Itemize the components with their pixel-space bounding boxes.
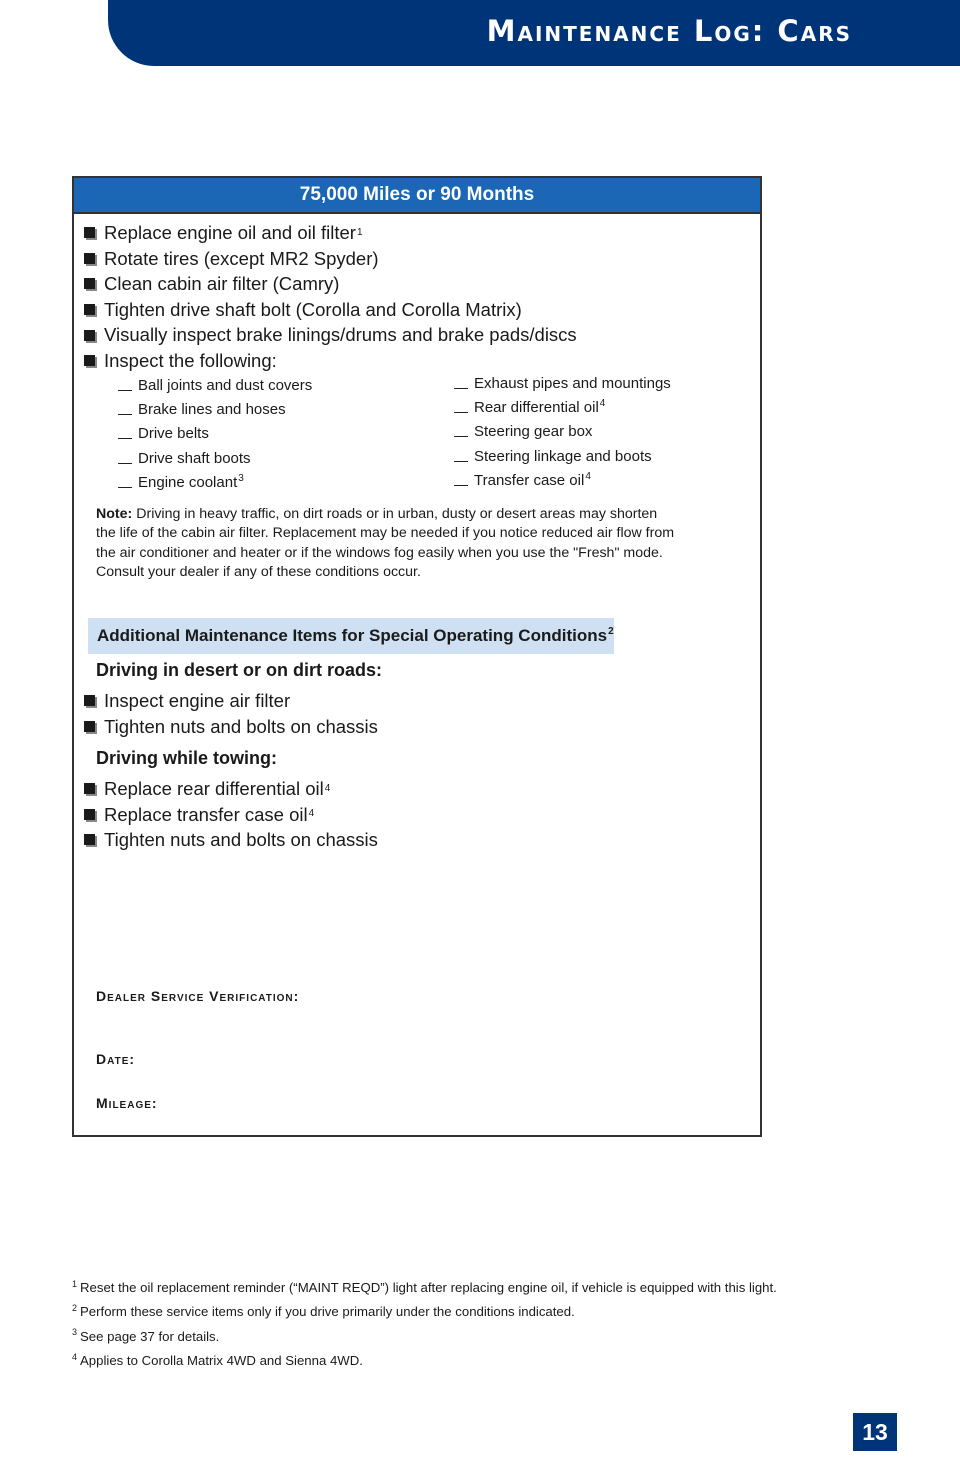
blank-line[interactable] xyxy=(118,438,132,439)
item-text: Inspect the following: xyxy=(104,349,277,371)
checkbox-icon[interactable] xyxy=(84,721,95,732)
box-title: 75,000 Miles or 90 Months xyxy=(74,178,760,214)
towing-checklist xyxy=(84,776,378,853)
footnote-text: Reset the oil replacement reminder (“MAINT REQD”) light after replacing engine oil, if vehicle is equipped with this light. xyxy=(80,1280,777,1295)
footnote-ref: 4 xyxy=(585,470,591,482)
checklist-item[interactable]: Replace rear differential oil 4 xyxy=(84,776,378,802)
item-text: Replace engine oil and oil filter xyxy=(104,222,356,243)
towing-heading: Driving while towing: xyxy=(96,748,277,768)
item-text: Clean cabin air filter (Camry) xyxy=(104,273,340,295)
blank-line[interactable] xyxy=(118,463,132,464)
inspect-list-right xyxy=(454,372,671,493)
footnote-number: 4 xyxy=(72,1351,78,1362)
footnote xyxy=(72,1300,892,1324)
checkbox-icon[interactable] xyxy=(84,834,95,845)
inspect-text: Steering linkage and boots xyxy=(474,447,652,465)
checklist-item[interactable] xyxy=(84,271,577,297)
item-text: Tighten drive shaft bolt (Corolla and Corolla Matrix) xyxy=(104,298,522,320)
blank-line[interactable] xyxy=(454,436,468,437)
footnote-number: 1 xyxy=(72,1278,78,1289)
checkbox-icon[interactable] xyxy=(84,695,95,706)
checklist-item[interactable]: Replace engine oil and oil filter 1 xyxy=(84,220,577,246)
inspect-item xyxy=(454,372,671,396)
special-title: Additional Maintenance Items for Special Operating Conditions xyxy=(97,626,608,645)
footnote xyxy=(72,1325,892,1349)
footnote-ref: 3 xyxy=(238,472,244,484)
checkbox-icon[interactable] xyxy=(84,783,95,794)
cabin-filter-note xyxy=(96,505,676,583)
page-number: 13 xyxy=(853,1413,897,1451)
item-text: Inspect engine air filter xyxy=(104,690,291,711)
footnote-text: Perform these service items only if you drive primarily under the conditions indicated. xyxy=(80,1304,575,1320)
inspect-item xyxy=(118,422,312,446)
footnote-number: 2 xyxy=(72,1302,78,1313)
maintenance-box xyxy=(72,176,762,1137)
blank-line[interactable] xyxy=(118,487,132,488)
checklist-item[interactable]: Replace transfer case oil 4 xyxy=(84,802,378,828)
inspect-text: Rear differential oil xyxy=(474,399,599,417)
blank-line[interactable] xyxy=(454,388,468,389)
checklist-item[interactable] xyxy=(84,827,378,853)
checklist-item[interactable] xyxy=(84,714,378,740)
special-conditions-heading xyxy=(88,618,614,654)
item-text: Visually inspect brake linings/drums and brake pads/discs xyxy=(104,324,577,346)
inspect-text: Brake lines and hoses xyxy=(138,401,286,419)
inspect-item xyxy=(118,374,312,398)
inspect-text: Transfer case oil xyxy=(474,471,585,489)
date-label: Date: xyxy=(96,1051,136,1067)
blank-line[interactable] xyxy=(118,390,132,391)
footnote-number: 3 xyxy=(72,1327,78,1338)
blank-line[interactable] xyxy=(454,461,468,462)
inspect-text: Ball joints and dust covers xyxy=(138,377,313,394)
dealer-verification-label: Dealer Service Verification: xyxy=(96,988,300,1004)
checklist-item[interactable] xyxy=(84,348,577,374)
item-text: Tighten nuts and bolts on chassis xyxy=(104,829,378,851)
mileage-label: Mileage: xyxy=(96,1095,158,1111)
inspect-text: Drive belts xyxy=(138,425,209,443)
item-text: Replace rear differential oil xyxy=(104,778,324,799)
footnote-ref: 2 xyxy=(608,626,614,638)
note-text: Driving in heavy traffic, on dirt roads or in urban, dusty or desert areas may shorten the life of the cabin air filter. Replacement may be needed if you notice reduced air flow from the air conditioner and heater or if the windows fog easily when you use the "Fresh" mode. Consult your dealer if any of these conditions occur. xyxy=(96,506,675,581)
checkbox-icon[interactable] xyxy=(84,227,95,238)
note-label: Note: xyxy=(96,506,133,522)
inspect-item xyxy=(454,445,671,469)
inspect-item xyxy=(454,469,671,493)
inspect-item xyxy=(454,420,671,444)
blank-line[interactable] xyxy=(118,414,132,415)
inspect-item xyxy=(118,398,312,422)
checkbox-icon[interactable] xyxy=(84,355,95,366)
footnote xyxy=(72,1276,892,1300)
checkbox-icon[interactable] xyxy=(84,278,95,289)
item-text: Rotate tires (except MR2 Spyder) xyxy=(104,247,379,269)
inspect-text: Drive shaft boots xyxy=(138,449,251,467)
inspect-text: Steering gear box xyxy=(474,423,593,441)
desert-checklist xyxy=(84,688,378,739)
inspect-text: Engine coolant xyxy=(138,473,238,491)
inspect-text: Exhaust pipes and mountings xyxy=(474,375,671,392)
footnote-text: See page 37 for details. xyxy=(80,1328,220,1344)
inspect-list-left xyxy=(118,374,312,495)
blank-line[interactable] xyxy=(454,412,468,413)
inspect-item xyxy=(118,447,312,471)
desert-heading: Driving in desert or on dirt roads: xyxy=(96,660,383,680)
footnote xyxy=(72,1349,892,1373)
checkbox-icon[interactable] xyxy=(84,253,95,264)
page-title: Maintenance Log: Cars xyxy=(486,14,852,48)
inspect-item xyxy=(118,471,312,495)
main-checklist xyxy=(84,220,577,374)
checklist-item[interactable] xyxy=(84,322,577,348)
footnotes xyxy=(72,1276,892,1373)
checkbox-icon[interactable] xyxy=(84,304,95,315)
checklist-item[interactable] xyxy=(84,688,378,714)
checklist-item[interactable] xyxy=(84,297,577,323)
blank-line[interactable] xyxy=(454,485,468,486)
item-text: Tighten nuts and bolts on chassis xyxy=(104,715,378,737)
footnote-ref: 4 xyxy=(599,398,606,410)
checkbox-icon[interactable] xyxy=(84,809,95,820)
inspect-item xyxy=(454,396,671,420)
item-text: Replace transfer case oil xyxy=(104,803,308,825)
checkbox-icon[interactable] xyxy=(84,330,95,341)
checklist-item[interactable] xyxy=(84,246,577,272)
footnote-text: Applies to Corolla Matrix 4WD and Sienna 4WD. xyxy=(80,1352,363,1368)
